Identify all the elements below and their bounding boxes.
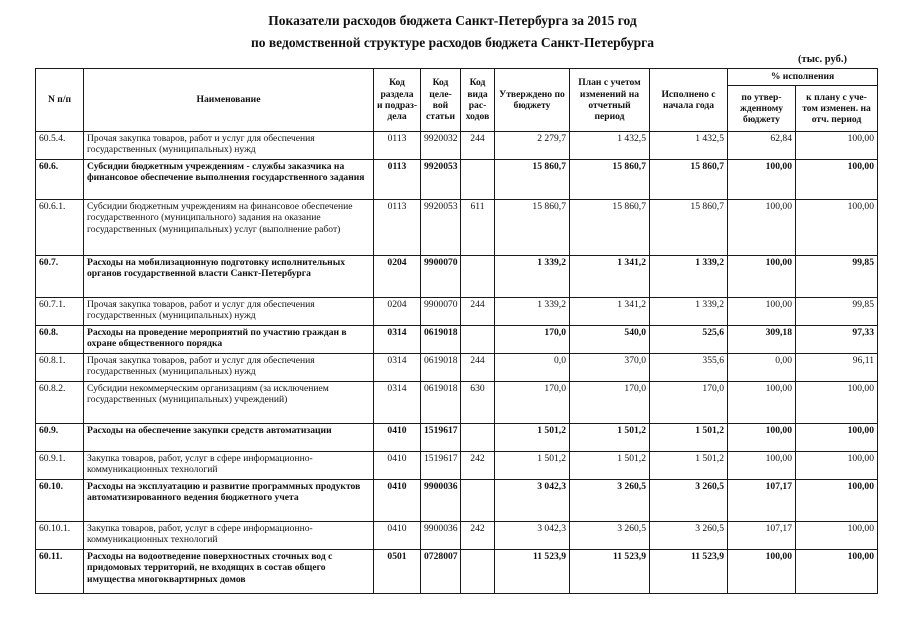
table-row — [36, 132, 878, 160]
cell-utv: 1 501,2 — [495, 452, 570, 480]
cell-vid: 630 — [461, 382, 495, 424]
cell-vid — [461, 326, 495, 354]
cell-plan: 540,0 — [570, 326, 650, 354]
cell-statya: 9900070 — [421, 298, 461, 326]
cell-pct2: 100,00 — [796, 382, 878, 424]
cell-statya: 1519617 — [421, 424, 461, 452]
cell-vid — [461, 160, 495, 200]
cell-num: 60.6.1. — [36, 200, 84, 256]
cell-pct1: 100,00 — [728, 452, 796, 480]
cell-name: Расходы на обеспечение закупки средств автоматизации — [84, 424, 374, 452]
cell-utv: 3 042,3 — [495, 480, 570, 522]
cell-isp: 525,6 — [650, 326, 728, 354]
cell-pct1: 100,00 — [728, 256, 796, 298]
header-kod-stati: Код целе- вой статьи — [421, 69, 461, 132]
header-pct-plan: к плану с уче- том изменен. на отч. период — [796, 86, 878, 132]
cell-name: Расходы на эксплуатацию и развитие программных продуктов автоматизированного ведения бюджетного учета — [84, 480, 374, 522]
header-ispolneno: Исполнено с начала года — [650, 69, 728, 132]
cell-vid — [461, 256, 495, 298]
cell-statya: 9920032 — [421, 132, 461, 160]
cell-name: Закупка товаров, работ, услуг в сфере информационно-коммуникационных технологий — [84, 452, 374, 480]
cell-razdel: 0113 — [374, 200, 421, 256]
cell-isp: 355,6 — [650, 354, 728, 382]
header-kod-razdela: Код раздела и подраз- дела — [374, 69, 421, 132]
cell-name: Прочая закупка товаров, работ и услуг для обеспечения государственных (муниципальных) нужд — [84, 298, 374, 326]
table-body — [36, 132, 878, 594]
cell-plan: 170,0 — [570, 382, 650, 424]
header-pct-group: % исполнения — [728, 69, 878, 86]
cell-plan: 1 432,5 — [570, 132, 650, 160]
cell-pct2: 100,00 — [796, 522, 878, 550]
cell-razdel: 0314 — [374, 382, 421, 424]
cell-vid: 242 — [461, 452, 495, 480]
cell-name: Субсидии бюджетным учреждениям на финансовое обеспечение государственного (муниципального) задания на оказание государственных (муниципальных) услуг (выполнение работ) — [84, 200, 374, 256]
cell-razdel: 0113 — [374, 160, 421, 200]
cell-isp: 15 860,7 — [650, 200, 728, 256]
header-name: Наименование — [84, 69, 374, 132]
cell-pct1: 100,00 — [728, 298, 796, 326]
table-row — [36, 200, 878, 256]
cell-statya: 9920053 — [421, 200, 461, 256]
cell-plan: 15 860,7 — [570, 160, 650, 200]
cell-vid: 244 — [461, 354, 495, 382]
cell-statya: 0619018 — [421, 354, 461, 382]
cell-pct1: 100,00 — [728, 382, 796, 424]
cell-name: Расходы на проведение мероприятий по участию граждан в охране общественного порядка — [84, 326, 374, 354]
cell-num: 60.8. — [36, 326, 84, 354]
header-num: N п/п — [36, 69, 84, 132]
table-row — [36, 424, 878, 452]
cell-name: Закупка товаров, работ, услуг в сфере информационно-коммуникационных технологий — [84, 522, 374, 550]
cell-pct1: 107,17 — [728, 480, 796, 522]
cell-statya: 9900036 — [421, 480, 461, 522]
cell-name: Субсидии бюджетным учреждениям - службы заказчика на финансовое обеспечение выполнения государственного задания — [84, 160, 374, 200]
cell-isp: 11 523,9 — [650, 550, 728, 594]
cell-isp: 1 339,2 — [650, 256, 728, 298]
cell-utv: 170,0 — [495, 326, 570, 354]
cell-utv: 11 523,9 — [495, 550, 570, 594]
cell-vid — [461, 550, 495, 594]
cell-pct2: 99,85 — [796, 256, 878, 298]
cell-statya: 0619018 — [421, 382, 461, 424]
cell-utv: 1 339,2 — [495, 298, 570, 326]
cell-pct1: 309,18 — [728, 326, 796, 354]
cell-utv: 1 501,2 — [495, 424, 570, 452]
cell-razdel: 0314 — [374, 326, 421, 354]
cell-pct1: 100,00 — [728, 424, 796, 452]
cell-utv: 15 860,7 — [495, 200, 570, 256]
cell-plan: 1 501,2 — [570, 452, 650, 480]
cell-statya: 9900036 — [421, 522, 461, 550]
cell-isp: 1 432,5 — [650, 132, 728, 160]
cell-plan: 3 260,5 — [570, 480, 650, 522]
cell-isp: 3 260,5 — [650, 522, 728, 550]
cell-name: Расходы на водоотведение поверхностных сточных вод с придомовых территорий, не входящих в состав общего имущества многоквартирных домов — [84, 550, 374, 594]
header-pct-budget: по утвер- жденному бюджету — [728, 86, 796, 132]
table-row — [36, 256, 878, 298]
cell-statya: 1519617 — [421, 452, 461, 480]
cell-pct2: 100,00 — [796, 424, 878, 452]
cell-plan: 15 860,7 — [570, 200, 650, 256]
cell-razdel: 0410 — [374, 480, 421, 522]
cell-statya: 0619018 — [421, 326, 461, 354]
document-title: Показатели расходов бюджета Санкт-Петербурга за 2015 год — [268, 13, 637, 28]
cell-pct1: 100,00 — [728, 550, 796, 594]
header-utverzhdeno: Утверждено по бюджету — [495, 69, 570, 132]
cell-razdel: 0410 — [374, 522, 421, 550]
cell-vid: 244 — [461, 298, 495, 326]
table-row — [36, 160, 878, 200]
cell-pct2: 97,33 — [796, 326, 878, 354]
cell-name: Субсидии некоммерческим организациям (за исключением государственных (муниципальных) учреждений) — [84, 382, 374, 424]
table-row — [36, 382, 878, 424]
table-row — [36, 550, 878, 594]
cell-isp: 1 501,2 — [650, 424, 728, 452]
cell-num: 60.8.1. — [36, 354, 84, 382]
table-row — [36, 326, 878, 354]
cell-plan: 1 341,2 — [570, 298, 650, 326]
cell-num: 60.8.2. — [36, 382, 84, 424]
cell-statya: 0728007 — [421, 550, 461, 594]
header-kod-vida: Код вида рас- ходов — [461, 69, 495, 132]
cell-pct1: 0,00 — [728, 354, 796, 382]
cell-name: Прочая закупка товаров, работ и услуг для обеспечения государственных (муниципальных) нужд — [84, 132, 374, 160]
cell-utv: 3 042,3 — [495, 522, 570, 550]
cell-plan: 1 341,2 — [570, 256, 650, 298]
cell-plan: 1 501,2 — [570, 424, 650, 452]
cell-razdel: 0410 — [374, 424, 421, 452]
cell-utv: 2 279,7 — [495, 132, 570, 160]
table-row — [36, 354, 878, 382]
cell-razdel: 0204 — [374, 298, 421, 326]
cell-razdel: 0501 — [374, 550, 421, 594]
cell-utv: 1 339,2 — [495, 256, 570, 298]
budget-table — [35, 68, 878, 594]
cell-pct1: 100,00 — [728, 160, 796, 200]
cell-isp: 15 860,7 — [650, 160, 728, 200]
cell-num: 60.9.1. — [36, 452, 84, 480]
cell-isp: 1 339,2 — [650, 298, 728, 326]
cell-num: 60.6. — [36, 160, 84, 200]
cell-utv: 170,0 — [495, 382, 570, 424]
units-label: (тыс. руб.) — [798, 54, 847, 65]
cell-pct1: 100,00 — [728, 200, 796, 256]
table-row — [36, 298, 878, 326]
cell-statya: 9900070 — [421, 256, 461, 298]
cell-plan: 11 523,9 — [570, 550, 650, 594]
cell-statya: 9920053 — [421, 160, 461, 200]
header-plan: План с учетом изменений на отчетный период — [570, 69, 650, 132]
cell-num: 60.10.1. — [36, 522, 84, 550]
cell-pct1: 62,84 — [728, 132, 796, 160]
cell-num: 60.10. — [36, 480, 84, 522]
cell-pct2: 96,11 — [796, 354, 878, 382]
cell-pct1: 107,17 — [728, 522, 796, 550]
cell-num: 60.7.1. — [36, 298, 84, 326]
cell-razdel: 0410 — [374, 452, 421, 480]
cell-plan: 370,0 — [570, 354, 650, 382]
cell-num: 60.7. — [36, 256, 84, 298]
document-subtitle: по ведомственной структуре расходов бюджета Санкт-Петербурга — [250, 35, 655, 50]
cell-pct2: 100,00 — [796, 132, 878, 160]
cell-utv: 0,0 — [495, 354, 570, 382]
table-row — [36, 452, 878, 480]
cell-isp: 3 260,5 — [650, 480, 728, 522]
cell-vid: 244 — [461, 132, 495, 160]
cell-pct2: 100,00 — [796, 480, 878, 522]
cell-plan: 3 260,5 — [570, 522, 650, 550]
cell-vid: 242 — [461, 522, 495, 550]
cell-utv: 15 860,7 — [495, 160, 570, 200]
cell-num: 60.11. — [36, 550, 84, 594]
cell-vid — [461, 480, 495, 522]
cell-razdel: 0113 — [374, 132, 421, 160]
cell-pct2: 100,00 — [796, 200, 878, 256]
table-row — [36, 522, 878, 550]
table-row — [36, 480, 878, 522]
cell-isp: 1 501,2 — [650, 452, 728, 480]
cell-vid — [461, 424, 495, 452]
cell-name: Прочая закупка товаров, работ и услуг для обеспечения государственных (муниципальных) нужд — [84, 354, 374, 382]
cell-pct2: 100,00 — [796, 160, 878, 200]
cell-isp: 170,0 — [650, 382, 728, 424]
cell-vid: 611 — [461, 200, 495, 256]
cell-pct2: 100,00 — [796, 452, 878, 480]
cell-pct2: 100,00 — [796, 550, 878, 594]
cell-razdel: 0314 — [374, 354, 421, 382]
cell-num: 60.9. — [36, 424, 84, 452]
cell-razdel: 0204 — [374, 256, 421, 298]
cell-pct2: 99,85 — [796, 298, 878, 326]
cell-name: Расходы на мобилизационную подготовку исполнительных органов государственной власти Санкт-Петербурга — [84, 256, 374, 298]
cell-num: 60.5.4. — [36, 132, 84, 160]
